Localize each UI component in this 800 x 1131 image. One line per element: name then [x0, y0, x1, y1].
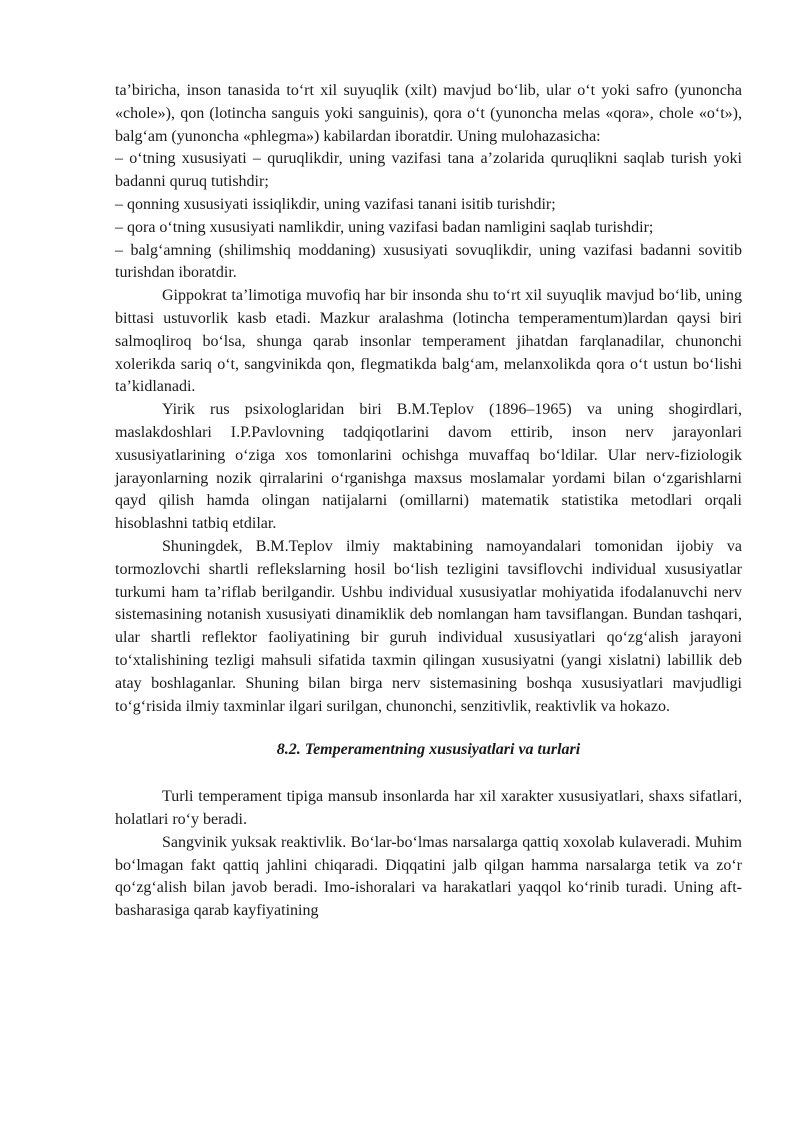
list-item-bile: – o‘tning xususiyati – quruqlikdir, uning vazifasi tana a’zolarida quruqlikni saqlab turish yoki badanni quruq tutishdir; [115, 150, 742, 191]
paragraph-teplov: Yirik rus psixologlaridan biri B.M.Teplov (1896–1965) va uning shogirdlari, maslakdoshlari I.P.Pavlovning tadqiqotlarini davom ettirib, inson nerv jarayonlari xususiyatlarining o‘ziga xos tomonlarini ochishga muvaffaq bo‘ldilar. Ular nerv-fiziologik jarayonlarning nozik qirralarini o‘rganishga maxsus moslamalar yordami bilan o‘zgarishlarni qayd qilish hamda olingan natijalarni (omillarni) matematik statistika metodlari orqali hisoblashni tatbiq etdilar. [115, 401, 742, 533]
list-item-black-bile: – qora o‘tning xususiyati namlikdir, uning vazifasi badan namligini saqlab turishdir; [115, 218, 654, 236]
paragraph-teplov-school: Shuningdek, B.M.Teplov ilmiy maktabining namoyandalari tomonidan ijobiy va tormozlovchi shartli reflekslarning hosil bo‘lish tezligini tavsiflovchi individual xususiyatlar turkumi ham ta’riflab berilgandir. Ushbu individual xususiyatlar mohiyatida ifodalanuvchi nerv sistemasining notanish xususiyati dinamiklik deb nomlangan ham tavsiflangan. Bundan tashqari, ular shartli reflektor faoliyatining bir guruh individual xususiyatlari qo‘zg‘alish jarayoni to‘xtalishining tezligi mahsuli sifatida taxmin qilingan xususiyatni (yangi xislatni) labillik deb atay boshlaganlar. Shuning bilan birga nerv sistemasining boshqa xususiyatlari mavjudligi to‘g‘risida ilmiy taxminlar ilgari surilgan, chunonchi, senzitivlik, reaktivlik va hokazo. [115, 537, 742, 715]
document-page [115, 80, 742, 923]
list-item-phlegm: – balg‘amning (shilimshiq moddaning) xususiyati sovuqlikdir, uning vazifasi badanni sovitib turishdan iboratdir. [115, 241, 742, 282]
paragraph-hippocrates: Gippokrat ta’limotiga muvofiq har bir insonda shu to‘rt xil suyuqlik mavjud bo‘lib, uning bittasi ustuvorlik kasb etadi. Mazkur aralashma (lotincha temperamentum)lardan qaysi biri salmoqliroq bo‘lsa, shunga qarab insonlar temperament jihatdan farqlanadilar, chunonchi xolerikda sariq o‘t, sangvinikda qon, flegmatikda balg‘am, melanxolikda qora o‘t ustun bo‘lishi ta’kidlanadi. [115, 287, 742, 396]
intro-paragraph: ta’biricha, inson tanasida to‘rt xil suyuqlik (xilt) mavjud bo‘lib, ular o‘t yoki safro (yunoncha «chole»), qon (lotincha sanguis yoki sanguinis), qora o‘t (yunoncha melas «qora», chole «o‘t»), balg‘am (yunoncha «phlegma») kabilardan iboratdir. Uning mulohazasicha: [115, 82, 742, 145]
paragraph-sanguine: Sangvinik yuksak reaktivlik. Bo‘lar-bo‘lmas narsalarga qattiq xoxolab kulaveradi. Muhim bo‘lmagan fakt qattiq jahlini chiqaradi. Diqqatini jalb qilgan hamma narsalarga tetik va zo‘r qo‘zg‘alish bilan javob beradi. Imo-ishoralari va harakatlari yaqqol ko‘rinib turadi. Uning aft-basharasiga qarab kayfiyatining [115, 833, 742, 920]
section-heading: 8.2. Temperamentning xususiyatlari va turlari [276, 741, 581, 759]
list-item-blood: – qonning xususiyati issiqlikdir, uning vazifasi tanani isitib turishdir; [115, 195, 556, 213]
paragraph-temperament-types: Turli temperament tipiga mansub insonlarda har xil xarakter xususiyatlari, shaxs sifatlari, holatlari ro‘y beradi. [115, 788, 742, 828]
